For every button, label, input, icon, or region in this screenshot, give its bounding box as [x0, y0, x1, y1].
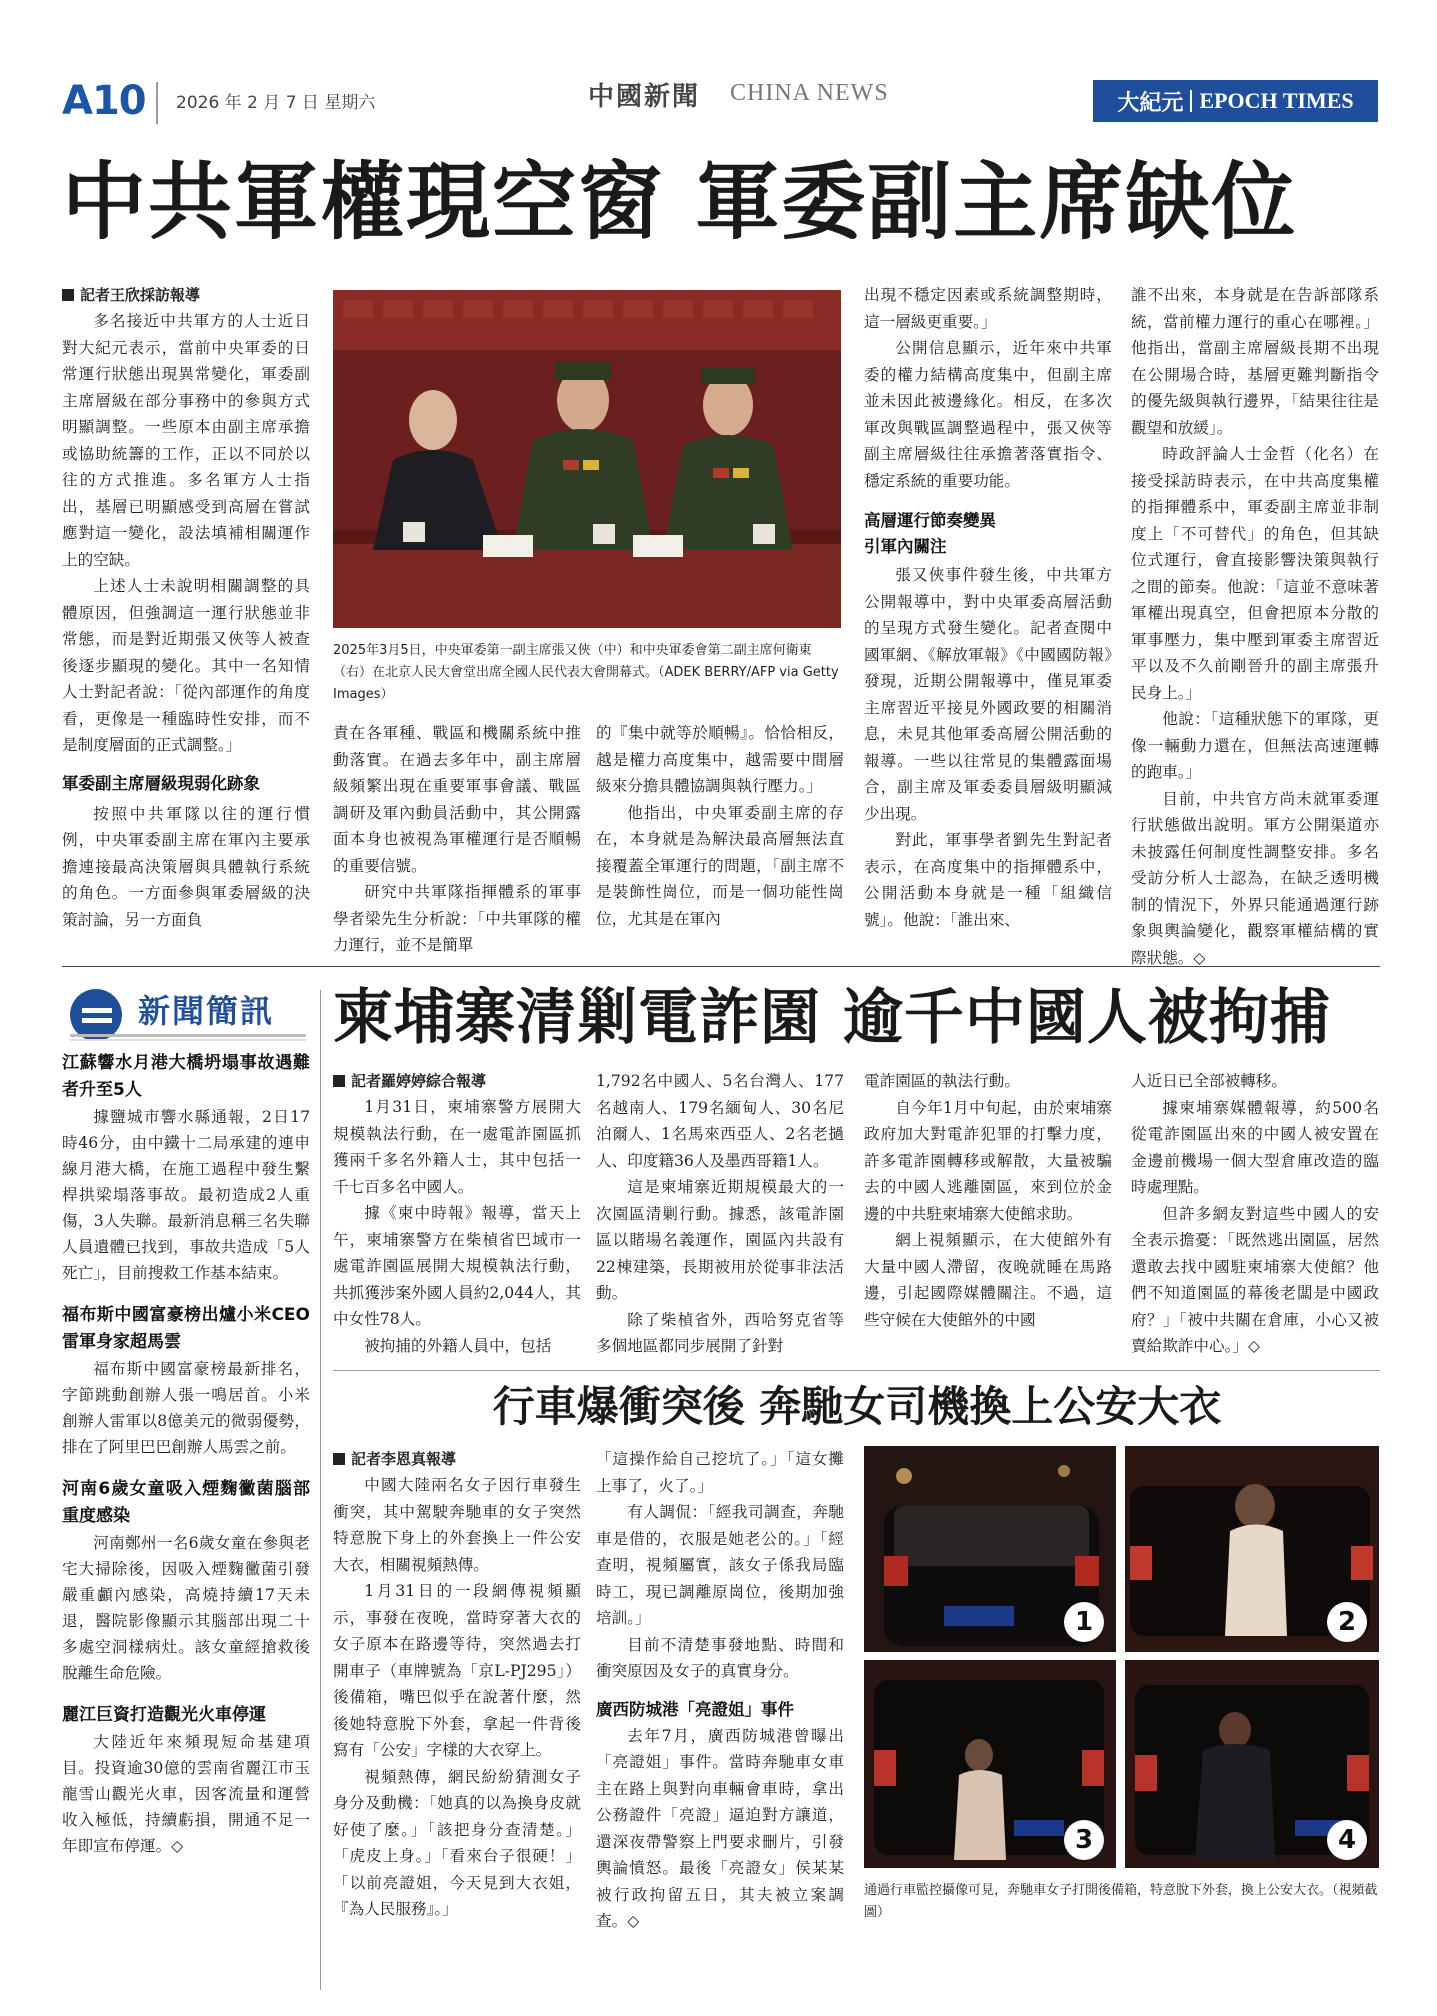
- story3-paragraph: 目前不清楚事發地點、時間和衝突原因及女子的真實身分。: [596, 1635, 844, 1680]
- story2-paragraph: 網上視頻顯示，在大使館外有大量中國人滯留，夜晚就睡在馬路邊，引起國際媒體關注。不過，這些守候在大使館外的中國: [864, 1231, 1112, 1329]
- story1-paragraph: 多名接近中共軍方的人士近日對大紀元表示，當前中央軍委的日常運行狀態出現異常變化，軍委副主席層級在部分事務中的參與方式明顯調整。一些原本由副主席承擔或協助統籌的工作，正以不同於以往的方式推進。多名軍方人士指出，基層已明顯感受到高層在嘗試應對這一變化，設法填補相關運作上的空缺。: [62, 312, 310, 569]
- story3-photo-caption: 通過行車監控攝像可見，奔馳車女子打開後備箱，特意脫下外套，換上公安大衣。（視頻截圖）: [864, 1883, 1378, 1920]
- section-title-cn: 中國新聞: [588, 82, 701, 112]
- story2-paragraph: 據柬埔寨媒體報導，約500名從電詐園區出來的中國人被安置在金邊前機場一個大型倉庫改造的臨時處理點。: [1131, 1098, 1379, 1196]
- story2-col1: [333, 1068, 581, 1359]
- story3-headline: 行車爆衝突後 奔馳女司機換上公安大衣: [492, 1382, 1222, 1431]
- section-divider: [62, 966, 1380, 967]
- story3-paragraph: 1月31日的一段網傳視頻顯示，事發在夜晚，當時穿著大衣的女子原本在路邊等待，突然過去打開車子（車牌號為「京L-PJ295」）後備箱，嘴巴似乎在說著什麼，然後她特意脫下外套，拿起一件背後寫有「公安」字樣的大衣穿上。: [333, 1582, 581, 1759]
- story1-photo-caption: 2025年3月5日，中央軍委第一副主席張又俠（中）和中央軍委會第二副主席何衛東（右）在北京人民大會堂出席全國人民代表大會開幕式。（ADEK BERRY/AFP via Getty Images）: [333, 643, 839, 702]
- story3-paragraph: 去年7月，廣西防城港曾曝出「亮證姐」事件。當時奔馳車女車主在路上與對向車輛會車時，拿出公務證件「亮證」逼迫對方讓道，還深夜帶警察上門要求刪片，引發輿論憤怒。最後「亮證女」侯某某被行政拘留五日，其夫被立案調查。◇: [596, 1726, 844, 1930]
- story3-paragraph: 中國大陸兩名女子因行車發生衝突，其中駕駛奔馳車的女子突然特意脫下身上的外套換上一件公安大衣，相關視頻熱傳。: [333, 1476, 581, 1574]
- story1-col3: [596, 720, 844, 932]
- story2-paragraph: 據《柬中時報》報導，當天上午，柬埔寨警方在柴楨省巴域市一處電詐園區展開大規模執法行動，共抓獲涉案外國人員約2,044人，其中女性78人。: [333, 1204, 581, 1328]
- story1-subhead-1: 軍委副主席層級現弱化跡象: [62, 773, 260, 793]
- frame-number-badge: 2: [1327, 1602, 1367, 1642]
- story1-photo: [333, 290, 841, 628]
- story2-paragraph: 自今年1月中旬起，由於柬埔寨政府加大對電詐犯罪的打擊力度，許多電詐園轉移或解散，大量被騙去的中國人逃離園區，來到位於金邊的中共駐柬埔寨大使館求助。: [864, 1098, 1112, 1223]
- story1-paragraph: 出現不穩定因素或系統調整期時，這一層級更重要。」: [864, 286, 1112, 331]
- story1-subhead-2: 高層運行節奏變異 引軍內關注: [864, 511, 996, 556]
- brief-column-divider: [320, 990, 321, 1990]
- story1-col4: [864, 282, 1112, 933]
- news-brief-list: [62, 1050, 310, 1859]
- story1-col1: [62, 282, 310, 933]
- brief-headline: 福布斯中國富豪榜出爐小米CEO雷軍身家超馬雲: [62, 1305, 310, 1352]
- story2-paragraph: 電詐園區的執法行動。: [864, 1072, 1020, 1090]
- story3-paragraph: 視頻熱傳，網民紛紛猜測女子身分及動機：「她真的以為換身皮就好使了麼。」「該把身分查清楚。」「虎皮上身。」「看來台子很硬！」「以前亮證姐，今天見到大衣姐，『為人民服務』。」: [333, 1767, 581, 1918]
- story1-paragraph: 責在各軍種、戰區和機關系統中推動落實。在過去多年中，副主席層級頻繁出現在重要軍事會議、戰區調研及軍內動員活動中，其公開露面本身也被視為軍權運行是否順暢的重要信號。: [333, 724, 581, 875]
- story2-paragraph: 1月31日，柬埔寨警方展開大規模執法行動，在一處電詐園區抓獲兩千多名外籍人士，其中包括一千七百多名中國人。: [333, 1098, 581, 1196]
- story3-subhead: 廣西防城港「亮證姐」事件: [596, 1699, 794, 1719]
- story2-paragraph: 1,792名中國人、5名台灣人、177名越南人、179名緬甸人、30名尼泊爾人、1名馬來西亞人、2名老撾人、印度籍36人及墨西哥籍1人。: [596, 1072, 844, 1170]
- page-number: A10: [62, 78, 146, 124]
- story2-paragraph: 被拘捕的外籍人員中，包括: [364, 1336, 552, 1355]
- brand-separator: [1190, 90, 1192, 112]
- story2-paragraph: 人近日已全部被轉移。: [1131, 1072, 1287, 1090]
- story3-col1: [333, 1446, 581, 1923]
- byline-marker: [333, 1453, 345, 1465]
- brand-en: EPOCH TIMES: [1199, 88, 1354, 113]
- brief-body: 河南鄭州一名6歲女童在參與老宅大掃除後，因吸入煙麴黴菌引發嚴重顱內感染，高燒持續17天未退，醫院影像顯示其腦部出現二十多處空洞樣病灶。該女童經搶救後脫離生命危險。: [62, 1534, 310, 1682]
- story1-paragraph: 誰不出來，本身就是在告訴部隊系統，當前權力運行的重心在哪裡。」他指出，當副主席層級長期不出現在公開場合時，基層更難判斷指令的優先級與執行邊界，「結果往往是觀望和放緩」。: [1131, 286, 1379, 437]
- story1-paragraph: 按照中共軍隊以往的運行慣例，中央軍委副主席在軍內主要承擔連接最高決策層與具體執行系統的角色。一方面參與軍委層級的決策討論，另一方面負: [62, 804, 310, 929]
- story1-paragraph: 對此，軍事學者劉先生對記者表示，在高度集中的指揮體系中，公開活動本身就是一種「組織信號」。他說：「誰出來、: [864, 831, 1112, 929]
- story2-paragraph: 除了柴楨省外，西哈努克省等多個地區都同步展開了針對: [596, 1310, 844, 1355]
- officials-photo-illustration: [333, 290, 841, 628]
- story2-headline: 柬埔寨清剿電詐園 逾千中國人被拘捕: [333, 983, 1331, 1053]
- story1-paragraph: 時政評論人士金哲（化名）在接受採訪時表示，在中共高度集權的指揮體系中，軍委副主席並非制度上「不可替代」的角色，但其缺位式運行，會直接影響決策與執行之間的節奏。他說：「這並不意味著軍權出現真空，但會把原本分散的軍事壓力，集中壓到軍委主席習近平以及不久前剛晉升的副主席張升民身上。」: [1131, 445, 1379, 702]
- brief-headline: 河南6歲女童吸入煙麴黴菌腦部重度感染: [62, 1479, 310, 1526]
- issue-date: 2026 年 2 月 7 日 星期六: [176, 93, 376, 113]
- story1-paragraph: 的『集中就等於順暢』。恰恰相反，越是權力高度集中，越需要中間層級來分擔具體協調與執行壓力。」: [596, 724, 844, 795]
- story1-paragraph: 他指出，中央軍委副主席的存在，本身就是為解決最高層無法直接覆蓋全軍運行的問題，「副主席不是裝飾性崗位，而是一個功能性崗位，尤其是在軍內: [596, 803, 844, 928]
- story2-col2: [596, 1068, 844, 1360]
- frame-number-badge: 1: [1064, 1602, 1104, 1642]
- brief-headline: 江蘇響水月港大橋坍塌事故遇難者升至5人: [62, 1053, 310, 1100]
- story3-col2: [596, 1446, 844, 1935]
- epoch-times-logo: [1093, 80, 1378, 122]
- story1-paragraph: 張又俠事件發生後，中共軍方公開報導中，對中央軍委高層活動的呈現方式發生變化。記者查閱中國軍網、《解放軍報》《中國國防報》發現，近期公開報導中，僅見軍委主席習近平接見外國政要的相關消息，未見其他軍委高層公開活動的報導。一些以往常見的集體露面場合，副主席及軍委委員層級明顯減少出現。: [864, 566, 1112, 823]
- video-frame-1: [864, 1446, 1116, 1652]
- story2-byline: 記者羅婷婷綜合報導: [333, 1068, 581, 1094]
- story2-paragraph: 這是柬埔寨近期規模最大的一次園區清剿行動。據悉，該電詐園區以賭場名義運作，園區內共設有22棟建築，長期被用於從事非法活動。: [596, 1178, 844, 1302]
- story1-paragraph: 他說：「這種狀態下的軍隊，更像一輛動力還在，但無法高速運轉的跑車。」: [1131, 710, 1379, 781]
- video-frame-3: [864, 1660, 1116, 1868]
- brief-body: 大陸近年來頻現短命基建項目。投資逾30億的雲南省麗江市玉龍雪山觀光火車，因客流量和運營收入極低，持續虧損，開通不足一年即宣布停運。◇: [62, 1733, 310, 1855]
- story1-byline: 記者王欣採訪報導: [62, 282, 310, 308]
- video-frame-4: [1125, 1660, 1379, 1868]
- story3-paragraph: 有人調侃：「經我司調查，奔馳車是借的，衣服是她老公的。」「經查明，視頻屬實，該女子係我局臨時工，現已調離原崗位，後期加強培訓。」: [596, 1503, 844, 1627]
- byline-marker: [333, 1075, 345, 1087]
- story1-col5: [1131, 282, 1379, 971]
- story1-headline: 中共軍權現空窗 軍委副主席缺位: [62, 153, 1298, 251]
- story2-paragraph: 但許多網友對這些中國人的安全表示擔憂：「既然逃出園區，居然還敢去找中國駐柬埔寨大使館？他們不知道園區的幕後老闆是中國政府？」「被中共關在倉庫，小心又被賣給欺詐中心。」◇: [1131, 1204, 1379, 1355]
- video-frame-2: [1125, 1446, 1379, 1652]
- brief-body: 福布斯中國富豪榜最新排名，字節跳動創辦人張一鳴居首。小米創辦人雷軍以8億美元的微弱優勢，排在了阿里巴巴創辦人馬雲之前。: [62, 1360, 310, 1456]
- frame-number-badge: 4: [1327, 1820, 1367, 1860]
- brief-headline: 麗江巨資打造觀光火車停運: [62, 1705, 266, 1725]
- story2-col3: [864, 1068, 1112, 1333]
- header-divider: [156, 82, 158, 124]
- news-brief-title: 新聞簡訊: [138, 992, 275, 1030]
- story3-paragraph: 「這操作給自己挖坑了。」「這女攤上事了，火了。」: [596, 1450, 844, 1495]
- story1-paragraph: 研究中共軍隊指揮體系的軍事學者梁先生分析說：「中共軍隊的權力運行，並不是簡單: [333, 883, 581, 954]
- story2-col4: [1131, 1068, 1379, 1360]
- story3-byline: 記者李恩真報導: [333, 1446, 581, 1472]
- story1-paragraph: 目前，中共官方尚未就軍委運行狀態做出說明。軍方公開渠道亦未披露任何制度性調整安排。多名受訪分析人士認為，在缺乏透明機制的情況下，外界只能通過運行跡象與輿論變化，觀察軍權結構的實際狀態。◇: [1131, 789, 1379, 967]
- brand-cn: 大紀元: [1117, 89, 1184, 115]
- story1-paragraph: 上述人士未說明相關調整的具體原因，但強調這一運行狀態並非常態，而是對近期張又俠等人被查後逐步顯現的變化。其中一名知情人士對記者說：「從內部運作的角度看，更像是一種臨時性安排，而不是制度層面的正式調整。」: [62, 577, 310, 754]
- story1-paragraph: 公開信息顯示，近年來中共軍委的權力結構高度集中，但副主席並未因此被邊緣化。相反，在多次軍改與戰區調整過程中，張又俠等副主席層級往往承擔著落實指令、穩定系統的重要功能。: [864, 339, 1112, 490]
- frame-number-badge: 3: [1064, 1820, 1104, 1860]
- story1-col2: [333, 720, 581, 959]
- brief-body: 據鹽城市響水縣通報，2日17時46分，由中鐵十二局承建的連申線月港大橋，在施工過程中發生繫桿拱梁塌落事故。最初造成2人重傷，3人失聯。最新消息稱三名失聯人員遺體已找到，事故共造成「5人死亡」，目前搜救工作基本結束。: [62, 1108, 310, 1282]
- story-divider: [333, 1370, 1380, 1371]
- byline-marker: [62, 289, 74, 301]
- section-title-en: CHINA NEWS: [730, 80, 889, 106]
